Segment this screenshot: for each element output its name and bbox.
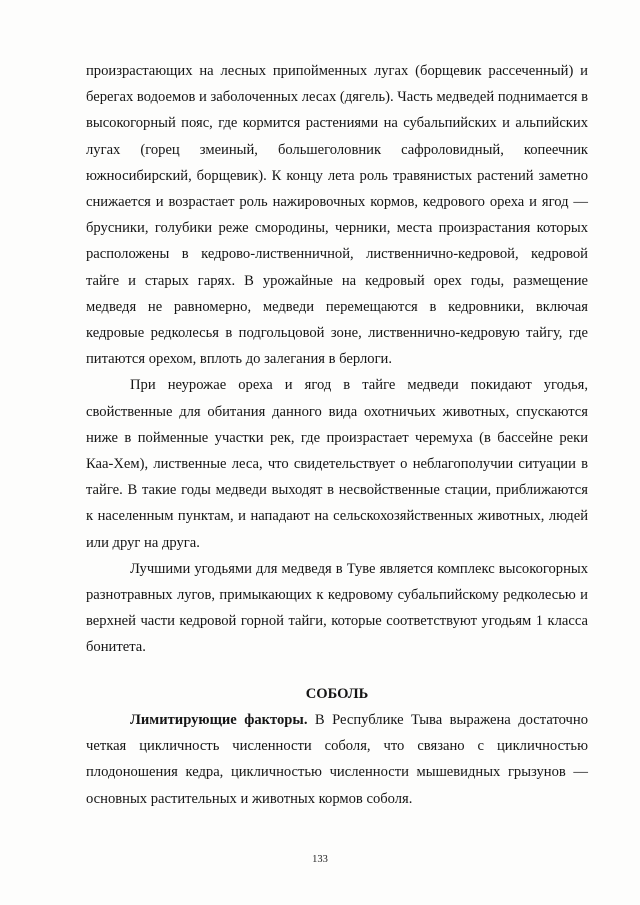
paragraph-bear-poor-harvest: При неурожае ореха и ягод в тайге медведи покидают угодья, свойственные для обитания данного вида охотничьих животных, спускаются ниже в пойменные участки рек, где произрастает черемуха (в бассейне реки Каа-Хем), лиственные леса, что свидетельствует о неблагополучии ситуации в тайге. В такие годы медведи выходят в несвойственные стации, приближаются к населенным пунктам, и нападают на сельскохозяйственных животных, людей или друг на друга. [86,377,588,551]
section-heading-sable: СОБОЛЬ [305,686,369,702]
body-text-sable [86,681,588,812]
continuation-paragraph: произрастающих на лесных припойменных лугах (борщевик рассеченный) и берегах водоемов и заболоченных лесах (дягель). Часть медведей поднимается в высокогорный пояс, где кормится растениями на субальпийских и альпийских лугах (горец змеиный, большеголовник сафроловидный, копеечник южносибирский, борщевик). К концу лета роль травянистых растений заметно снижается и возрастает роль нажировочных кормов, кедрового ореха и ягод — брусники, голубики реже смородины, черники, места произрастания которых расположены в кедрово-лиственничной, лиственнично-кедровой, кедровой тайге и старых гарях. В урожайные на кедровый орех годы, размещение медведя не равномерно, медведи перемещаются в кедровники, включая кедровые редколесья в подгольцовой зоне, лиственнично-кедровую тайгу, где питаются орехом, вплоть до залегания в берлоги. [86,63,588,368]
limiting-factors-lead: Лимитирующие факторы. [130,712,308,728]
body-text-upper [86,58,588,661]
paragraph-limiting-factors [86,707,588,812]
page-number: 133 [312,854,328,865]
paragraph-best-habitats: Лучшими угодьями для медведя в Туве является комплекс высокогорных разнотравных лугов, примыкающих к кедровому субальпийскому редколесью и верхней части кедровой горной тайги, которые соответствуют угодьям 1 класса бонитета. [86,560,588,656]
limiting-factors-text: В Республике Тыва выражена достаточно четкая цикличность численности соболя, что связано с цикличностью плодоношения кедра, цикличностью численности мышевидных грызунов — основных растительных и животных кормов соболя. [86,712,588,807]
